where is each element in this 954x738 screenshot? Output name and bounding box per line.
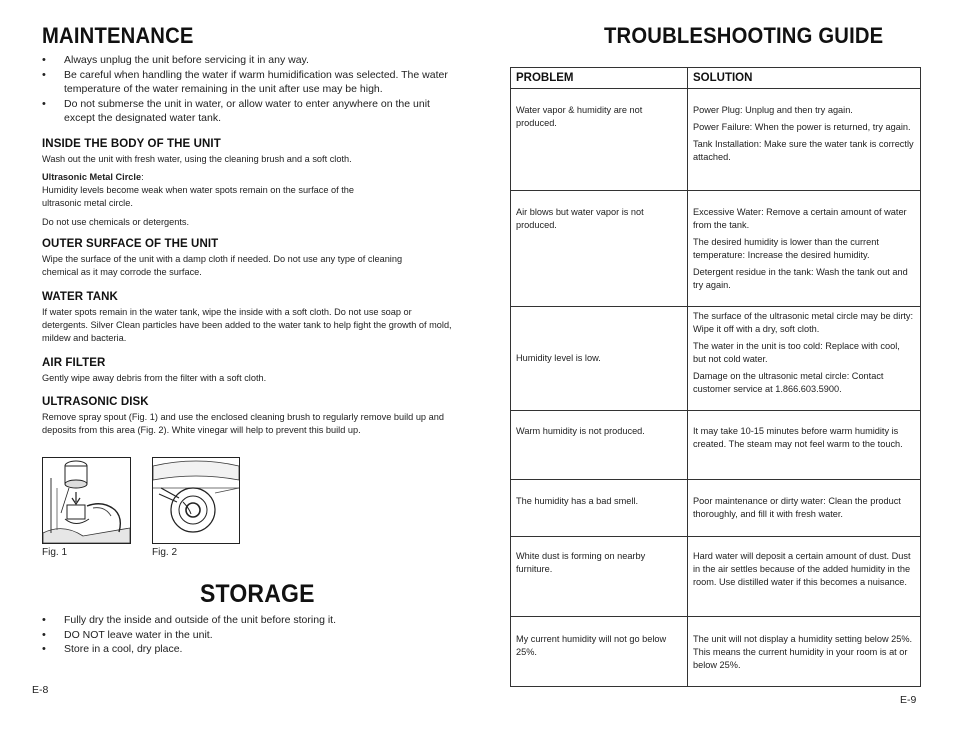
section-text: Gently wipe away debris from the filter with a soft cloth. — [42, 373, 267, 383]
solution-item: It may take 10-15 minutes before warm humidity is created. The steam may not feel warm to the touch. — [693, 426, 903, 449]
problem-cell: My current humidity will not go below 25%. — [511, 617, 688, 687]
column-header-problem: PROBLEM — [511, 68, 688, 89]
solution-item: Poor maintenance or dirty water: Clean the product thoroughly, and fill it with fresh water. — [693, 496, 901, 519]
solution-item: Excessive Water: Remove a certain amount of water from the tank. — [693, 207, 907, 230]
solution-cell — [688, 480, 921, 537]
solution-cell — [688, 411, 921, 480]
figure-1-spout-removal — [42, 457, 131, 544]
troubleshooting-table — [510, 67, 921, 687]
spout-illustration — [43, 458, 130, 543]
table-row — [511, 617, 921, 687]
section-inside-body — [42, 138, 452, 229]
maintenance-title: MAINTENANCE — [42, 23, 194, 48]
solution-item: The desired humidity is lower than the current temperature: Increase the desired humidity. — [693, 237, 879, 260]
solution-cell — [688, 191, 921, 307]
page-number-right: E-9 — [900, 694, 917, 706]
section-text: Humidity levels become weak when water spots remain on the surface of the ultrasonic metal circle. — [42, 185, 355, 208]
solution-cell — [688, 89, 921, 191]
problem-cell: Water vapor & humidity are not produced. — [511, 89, 688, 191]
problem-cell: Warm humidity is not produced. — [511, 411, 688, 480]
storage-bullets — [42, 613, 452, 657]
bullet-item: • Be careful when handling the water if warm humidification was selected. The water temperature of the water remaining in the unit after use may be high. — [42, 68, 452, 97]
solution-cell — [688, 307, 921, 411]
bullet-item: • Store in a cool, dry place. — [42, 642, 452, 657]
section-heading: WATER TANK — [42, 291, 118, 303]
sub-colon: : — [141, 172, 144, 182]
solution-item: Hard water will deposit a certain amount of dust. Dust in the air settles because of the added humidity in the room. Use distilled water if this becomes a nuisance. — [693, 551, 911, 587]
problem-cell: The humidity has a bad smell. — [511, 480, 688, 537]
figure-2-caption: Fig. 2 — [152, 547, 178, 558]
bullet-item: • Fully dry the inside and outside of the unit before storing it. — [42, 613, 452, 628]
section-air-filter — [42, 357, 452, 385]
table-row — [511, 89, 921, 191]
section-water-tank — [42, 291, 452, 345]
solution-item: Damage on the ultrasonic metal circle: Contact customer service at 1.866.603.5900. — [693, 371, 884, 394]
table-row — [511, 411, 921, 480]
solution-item: Power Failure: When the power is returned, try again. — [693, 122, 911, 132]
problem-cell: White dust is forming on nearby furniture. — [511, 537, 688, 617]
sub-heading: Ultrasonic Metal Circle — [42, 172, 142, 182]
solution-item: Tank Installation: Make sure the water tank is correctly attached. — [693, 139, 914, 162]
bullet-item: • DO NOT leave water in the unit. — [42, 628, 452, 643]
maintenance-bullets — [42, 53, 452, 126]
section-heading: AIR FILTER — [42, 357, 106, 369]
table-row — [511, 307, 921, 411]
section-note: Do not use chemicals or detergents. — [42, 217, 190, 227]
table-row — [511, 537, 921, 617]
solution-item: Detergent residue in the tank: Wash the tank out and try again. — [693, 267, 908, 290]
section-heading: OUTER SURFACE OF THE UNIT — [42, 238, 219, 250]
figure-1-caption: Fig. 1 — [42, 547, 68, 558]
solution-item: The water in the unit is too cold: Replace with cool, but not cold water. — [693, 341, 900, 364]
section-text: If water spots remain in the water tank, wipe the inside with a soft cloth. Do not use soap or detergents. Silver Clean particles have been added to the water tank to help fight the growth of mold, mildew and bacteria. — [42, 307, 452, 343]
table-header-row — [511, 68, 921, 89]
solution-item: The unit will not display a humidity setting below 25%. This means the current humidity in your room is at or below 25%. — [693, 634, 913, 670]
sub-block — [42, 171, 452, 184]
solution-item: The surface of the ultrasonic metal circle may be dirty: Wipe it off with a dry, soft cloth. — [693, 311, 914, 334]
troubleshooting-title: TROUBLESHOOTING GUIDE — [604, 23, 884, 48]
section-ultrasonic-disk — [42, 396, 452, 437]
table-row — [511, 191, 921, 307]
section-text: Remove spray spout (Fig. 1) and use the enclosed cleaning brush to regularly remove build up and deposits from this area (Fig. 2). White vinegar will help to prevent this build up. — [42, 412, 444, 435]
brush-illustration — [153, 458, 239, 543]
section-text: Wipe the surface of the unit with a damp cloth if needed. Do not use any type of cleaning chemical as it may corrode the surface. — [42, 254, 403, 277]
section-heading: INSIDE THE BODY OF THE UNIT — [42, 138, 221, 150]
section-heading: ULTRASONIC DISK — [42, 396, 149, 408]
bullet-item: • Always unplug the unit before servicing it in any way. — [42, 53, 452, 68]
storage-title: STORAGE — [200, 580, 315, 608]
table-row — [511, 480, 921, 537]
solution-cell — [688, 617, 921, 687]
section-outer-surface — [42, 238, 452, 279]
solution-item: Power Plug: Unplug and then try again. — [693, 105, 853, 115]
figure-2-brush-cleaning — [152, 457, 240, 544]
bullet-item: • Do not submerse the unit in water, or allow water to enter anywhere on the unit except the designated water tank. — [42, 97, 452, 126]
section-text: Wash out the unit with fresh water, using the cleaning brush and a soft cloth. — [42, 154, 352, 164]
page-number-left: E-8 — [32, 684, 49, 696]
problem-cell: Humidity level is low. — [511, 307, 688, 411]
solution-cell — [688, 537, 921, 617]
column-header-solution: SOLUTION — [688, 68, 921, 89]
problem-cell: Air blows but water vapor is not produced. — [511, 191, 688, 307]
